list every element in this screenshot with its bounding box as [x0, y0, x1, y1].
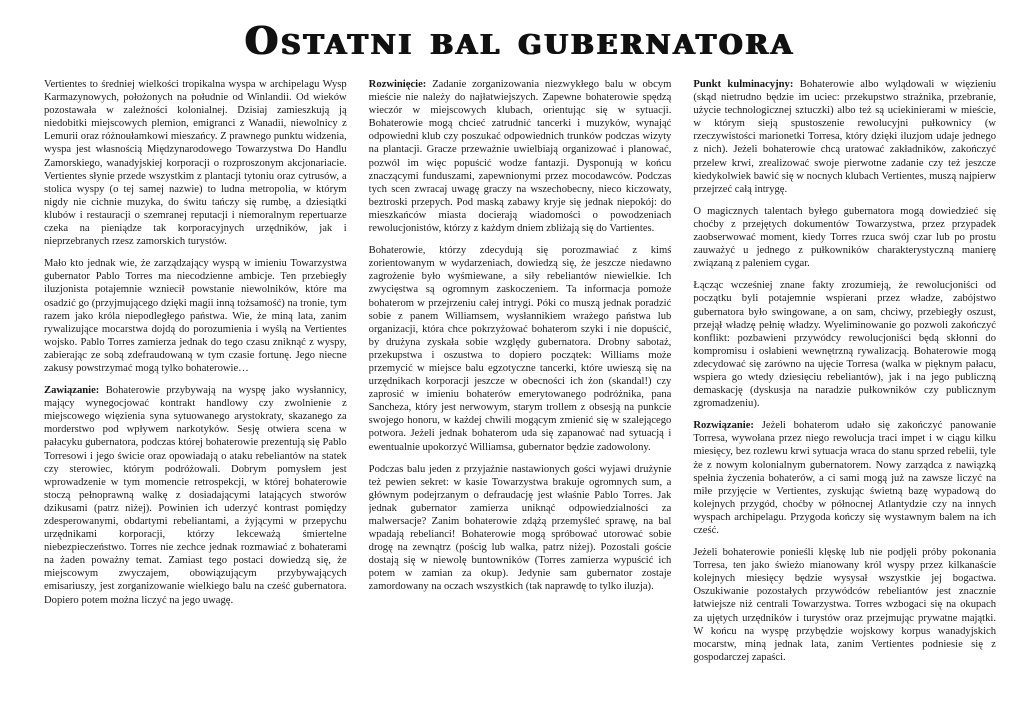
paragraph-rozwiniecie: Rozwinięcie: Zadanie zorganizowania niezwykłego balu w obcym mieście nie należy do najłatwiejszych. Zapewne bohaterowie spędzą wieczór w miejscowych klubach, orientując się w sytuacji. Bohaterowie mogą chcieć zatrudnić tancerki i muzyków, wynająć odpowiedni klub czy poszukać odpowiednich trunków podczas wizyty na plantacji. Gracze przeważnie uwielbiają organizować i planować, pozwól im więc popuścić wodze fantazji. Dysponują w końcu znaczącymi funduszami, zapewnionymi przez mocodawców. Podczas tych scen zwracaj uwagę graczy na wszechobecny, nieco kiczowaty, beztroski przepych. Pod maską zabawy kryje się jednak niepokój: do mieszkańców miasta docierają wiadomości o powodzeniach rewolucjonistów, którzy z każdym dniem zbliżają się do Vartientes.	[368, 79, 672, 235]
paragraph-fakty: Łącząc wcześniej znane fakty zrozumieją, że rewolucjoniści od początku byli potajemnie wspierani przez władze, zabójstwo gubernatora było swingowane, a on sam, chciwy, przebiegły oszust, przejął władzę pełnię władzy. Wyeliminowanie go pozwoli zakończyć konflikt: pozbawieni przywódcy rewolucjoniści będą skłonni do kompromisu i osłabieni wewnętrzną rywalizacją. Bohaterowie mogą zdecydować się zarówno na ujęcie Torresa (walka w pięknym pałacu, wspiera go wtedy dziesięciu rebeliantów), jak i na jego publiczną demaskację (dyskusja na naradzie pułkowników czy publicznym zgromadzeniu).	[693, 280, 997, 410]
paragraph-intro: Vertientes to średniej wielkości tropikalna wyspa w archipelagu Wysp Karmazynowych, położonych na południe od Winlandii. Od wieków pozostawała w zależności kolonialnej. Dzisiaj zamieszkują ją niedobitki miejscowych plemion, emigranci z Wanadii, niewolnicy z Lemurii oraz różnoułamkowi mieszańcy. Z prawnego punktu widzenia, wyspa jest własnością Międzynarodowego Towarzystwa Do Handlu Zamorskiego, wanadyjskiej korporacji o rozproszonym akcjonariacie. Vertientes słynie przede wszystkim z plantacji tytoniu oraz cytrusów, a stolica wyspy (o tej samej nazwie) to ludna metropolia, w którym nigdy nie cichnie muzyka, do świtu tańczy się rumbę, a dziesiątki klubów i restauracji o szemranej reputacji i niemoralnym repertuarze czeka na pieniądze tak korporacyjnych urzędników, jak i nieprzebranych rzesz zamorskich turystów.	[44, 79, 347, 248]
section-label-rozwiazanie: Rozwiązanie:	[693, 420, 754, 432]
text-columns	[44, 78, 996, 711]
paragraph-williams: Bohaterowie, którzy zdecydują się porozmawiać z kimś zorientowanym w wydarzeniach, dowiedzą się, że jeszcze niedawno zagrożenie było wyśmiewane, a siły rebeliantów niewielkie. Ich zwycięstwa są ogromnym zaskoczeniem. Ta informacja pomoże bohaterom w przejrzeniu całej intrygi. Póki co muszą jednak poradzić sobie z panem Williamsem, wysłannikiem wrażego państwa lub organizacji, która chce pokrzyżować bohaterom szyki i nie dopuścić, by drużyna zyskała sobie względy gubernatora. Drobny sabotaż, przekupstwa i oszustwa to dopiero początek: Williams może przemycić w miejsce balu egzotyczne tancerki, które uwieszą się na urzędnikach korporacji jeszcze w obecności ich żon (skandal!) czy zaprosić w imieniu bohaterów emerytowanego podróżnika, pana Sancheza, który jest nerwowym, starym trollem z obsesją na punkcie swojego honoru, w każdej chwili mogącym zmienić się w szalejącego potwora. Jeżeli jednak bohaterom uda się zapanować nad sytuacją i ewentualnie upokorzyć Williamsa, gubernator będzie zadowolony.	[368, 245, 672, 453]
page-title: Ostatni bal gubernatora	[245, 18, 795, 63]
section-label-zawiazanie: Zawiązanie:	[44, 385, 100, 397]
paragraph-talenty: O magicznych talentach byłego gubernatora mogą dowiedzieć się choćby z przejętych dokumentów Towarzystwa, przez przypadek zaobserwować moment, kiedy Torres rzuca swój czar lub po prostu zauważyć u jednego z pułkowników charakterystyczną manierę związaną z paleniem cygar.	[693, 205, 997, 270]
column-1	[44, 78, 347, 711]
paragraph-bal: Podczas balu jeden z przyjaźnie nastawionych gości wyjawi drużynie też pewien sekret: w kasie Towarzystwa brakuje ogromnych sum, a głównym podejrzanym o defraudację jest właśnie Pablo Torres. Jak jednak gubernator zamierza uniknąć odpowiedzialności za malwersacje? Zanim bohaterowie zdążą przemyśleć sprawę, na bal wpadają rebelianci! Bohaterowie mogą spróbować utorować sobie drogę na zewnątrz (pościg lub walka, patrz niżej). Pozostali goście dostają się w niewolę buntowników (Torres zamierza wypuścić ich potem w zamian za okup). Jedynie sam gubernator zostaje zamordowany na oczach wszystkich (tak naprawdę to tylko iluzja).	[368, 463, 672, 593]
paragraph-torres: Mało kto jednak wie, że zarządzający wyspą w imieniu Towarzystwa gubernator Pablo Torres ma niecodzienne ambicje. Ten przebiegły iluzjonista potajemnie wzniecił powstanie niewolników, które ma osadzić go (przyjmującego dzięki magii inną tożsamość) na tronie, tym razem jako króla niepodległego państwa. Wie, że miną lata, zanim rywalizujące mocarstwa dojdą do porozumienia i wyślą na Vertientes wojsko. Pablo Torres zamierza jednak do tego czasu zniknąć z wyspy, zabierając ze sobą zdefraudowaną w tym czasie fortunę. Jego niecne zakusy powstrzymać mogą tylko bohaterowie…	[44, 258, 347, 374]
paragraph-kleska: Jeżeli bohaterowie ponieśli klęskę lub nie podjęli próby pokonania Torresa, ten jako świeżo mianowany król wyspy przez kilkanaście kolejnych miesięcy będzie wysysał wszystkie jej bogactwa. Oszukiwanie pozostałych przywódców rebeliantów jest znacznie łatwiejsze niż centrali Towarzystwa. Torres wzbogaci się na okupach za ujętych urzędników i turystów oraz przejmując prywatne majątki. W końcu na wyspę przybędzie wojskowy korpus wanadyjskich mocarstw, miną jednak lata, zanim Vertientes podniesie się z gospodarczej zapaści.	[693, 547, 997, 663]
column-2	[369, 78, 672, 711]
section-label-kulminacja: Punkt kulminacyjny:	[693, 79, 794, 90]
column-3	[693, 78, 996, 711]
paragraph-rozwiazanie: Rozwiązanie: Jeżeli bohaterom udało się zakończyć panowanie Torresa, wywołana przez niego rewolucja traci impet i w ciągu kilku miesięcy, bez rozlewu krwi sytuacja wraca do stanu sprzed rebelii, tyle że z nowym kolonialnym gubernatorem. Nowy zarządca z nawiązką spełnia życzenia bohaterów, a ci sami mogą już na zawsze liczyć na miłe przyjęcie w Vertientes, zyskując świetną bazę wypadową do kolejnych przygód, choćby w północnej Atlantydzie czy na innych wyspach archipelagu. Przygoda kończy się wystawnym balem na ich cześć.	[693, 420, 997, 536]
paragraph-kulminacja: Punkt kulminacyjny: Bohaterowie albo wylądowali w więzieniu (skąd nietrudno będzie im uciec: przekupstwo strażnika, przebranie, użycie technologicznej sztuczki) albo też są uciekinierami w mieście, w którym sieją spustoszenie rewolucyjni pułkownicy (w rzeczywistości marionetki Torresa, który dzięki iluzjom udaje jednego z nich). Jeżeli bohaterowie chcą uratować zakładników, zakończyć przelew krwi, zrealizować swoje pierwotne zadanie czy też jeszcze kiedykolwiek bawić się w nocnych klubach Vertientes, muszą najpierw przejrzeć całą intrygę.	[693, 79, 997, 195]
paragraph-zawiazanie: Zawiązanie: Bohaterowie przybywają na wyspę jako wysłannicy, mający wynegocjować kontrakt handlowy czy zwolnienie z miejscowego więzienia syna sytuowanego arystokraty, skazanego za morderstwo pod wpływem narkotyków. Sesję otwiera scena w pałacyku gubernatora, podczas której bohaterowie prezentują się Pablo Torresowi i jego świcie oraz opowiadają o ataku rebeliantów na statek czy sterowiec, którym podróżowali. Dobrym pomysłem jest wprowadzenie w tym momencie retrospekcji, w której bohaterowie stoczą pełnoprawną walkę z dosiadającymi latających stworów dzikusami (patrz niżej). Powinien ich uderzyć kontrast pomiędzy zdesperowanymi, obdartymi rebeliantami, a żyjącymi w przepychu urzędnikami korporacji, którzy lekceważą śmiertelne niebezpieczeństwo. Torres nie zechce jednak rozmawiać z bohaterami na żaden poważny temat. Zamiast tego postaci dowiedzą się, że miejscowym zwyczajem, obowiązującym przybywających emisariuszy, jest zorganizowanie wielkiego balu na cześć gubernatora. Dopiero potem można liczyć na jego uwagę.	[44, 385, 347, 606]
section-label-rozwiniecie: Rozwinięcie:	[368, 79, 427, 90]
